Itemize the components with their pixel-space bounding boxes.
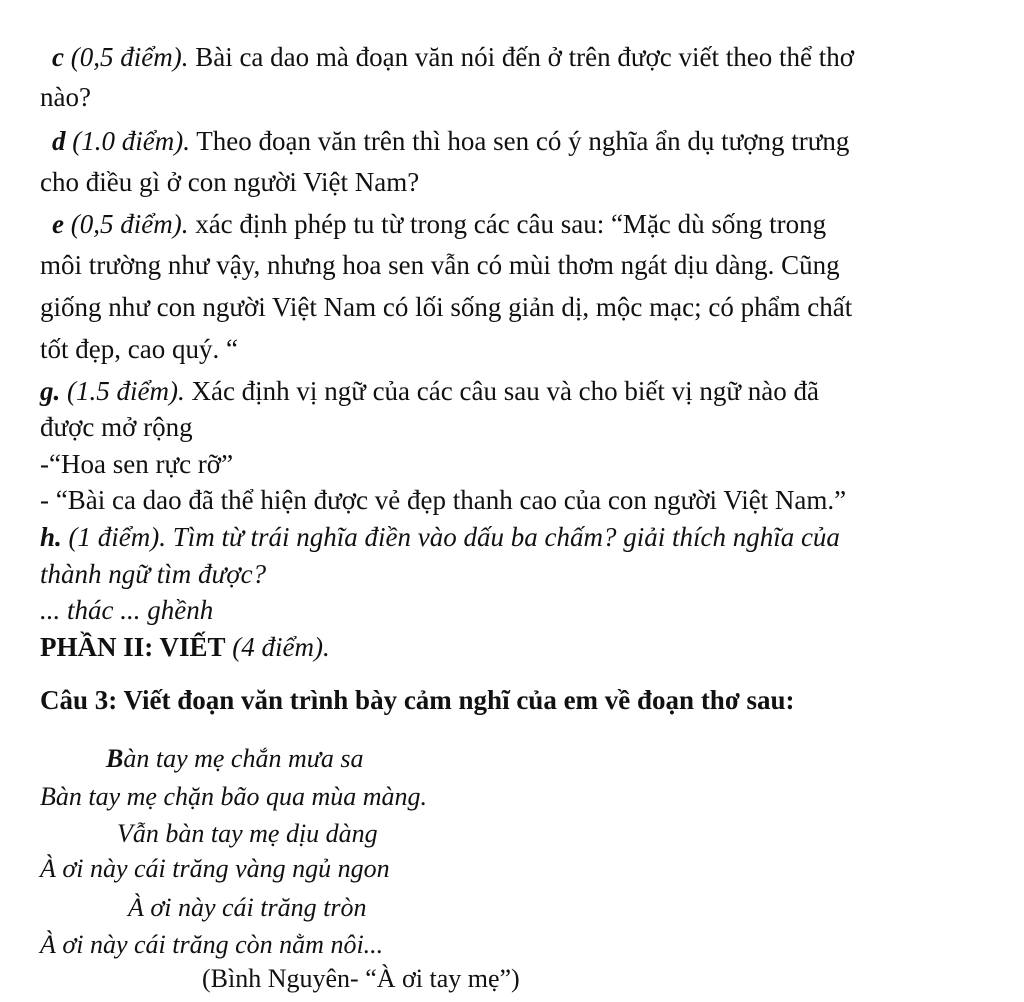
question-d-points: (1.0 điểm). xyxy=(72,126,190,156)
question-3-heading: Câu 3: Viết đoạn văn trình bày cảm nghĩ của em về đoạn thơ sau: xyxy=(40,685,795,715)
question-h-line-3: ... thác ... ghềnh xyxy=(40,595,214,625)
question-d-line-2: cho điều gì ở con người Việt Nam? xyxy=(40,167,420,197)
question-c-line-2: nào? xyxy=(40,82,91,112)
question-g-item-2: - “Bài ca dao đã thể hiện được vẻ đẹp thanh cao của con người Việt Nam.” xyxy=(40,485,847,515)
question-g-line-1 xyxy=(40,374,819,408)
part-2-title: PHẦN II: VIẾT xyxy=(40,632,226,662)
poem-line-5: À ơi này cái trăng tròn xyxy=(128,893,367,922)
question-g-text-1: Xác định vị ngữ của các câu sau và cho biết vị ngữ nào đã xyxy=(184,376,820,406)
question-e-line-3: giống như con người Việt Nam có lối sống giản dị, mộc mạc; có phẩm chất xyxy=(40,292,853,322)
part-2-heading xyxy=(40,630,330,664)
question-e-points: (0,5 điểm). xyxy=(70,209,189,239)
question-g-item-1: -“Hoa sen rực rỡ” xyxy=(40,449,234,479)
question-h-line-2: thành ngữ tìm được? xyxy=(40,559,267,589)
question-d-line-1 xyxy=(52,124,849,158)
poem-source: (Bình Nguyên- “À ơi tay mẹ”) xyxy=(202,964,520,993)
question-e-line-1 xyxy=(52,207,826,241)
question-e-line-2: môi trường như vậy, nhưng hoa sen vẫn có mùi thơm ngát dịu dàng. Cũng xyxy=(40,250,840,280)
poem-line-2: Bàn tay mẹ chặn bão qua mùa màng. xyxy=(40,782,428,811)
question-c-label: c xyxy=(52,42,64,72)
question-c-text-1: Bài ca dao mà đoạn văn nói đến ở trên được viết theo thể thơ xyxy=(188,42,854,72)
question-h-line-1 xyxy=(40,520,840,554)
question-e-label: e xyxy=(52,209,64,239)
question-g-points: (1.5 điểm). xyxy=(67,376,185,406)
question-e-text-1: xác định phép tu từ trong các câu sau: “Mặc dù sống trong xyxy=(188,209,827,239)
question-d-text-1: Theo đoạn văn trên thì hoa sen có ý nghĩa ẩn dụ tượng trưng xyxy=(189,126,850,156)
question-g-line-2: được mở rộng xyxy=(40,412,193,442)
poem-line-3: Vẫn bàn tay mẹ dịu dàng xyxy=(117,819,378,848)
poem-line-1-rest: àn tay mẹ chắn mưa sa xyxy=(123,744,364,773)
question-h-text-1: (1 điểm). Tìm từ trái nghĩa điền vào dấu ba chấm? giải thích nghĩa của xyxy=(61,522,840,552)
question-c-points: (0,5 điểm). xyxy=(70,42,189,72)
poem-line-4: À ơi này cái trăng vàng ngủ ngon xyxy=(40,854,390,883)
question-d-label: d xyxy=(52,126,66,156)
question-g-label: g. xyxy=(40,376,61,406)
question-c-line-1 xyxy=(52,40,854,74)
poem-line-6: À ơi này cái trăng còn nằm nôi... xyxy=(40,930,384,959)
question-e-line-4: tốt đẹp, cao quý. “ xyxy=(40,334,238,364)
part-2-points: (4 điểm). xyxy=(225,632,330,662)
question-h-label: h. xyxy=(40,522,62,552)
poem-line-1 xyxy=(106,742,364,776)
poem-drop-letter: B xyxy=(106,744,124,773)
